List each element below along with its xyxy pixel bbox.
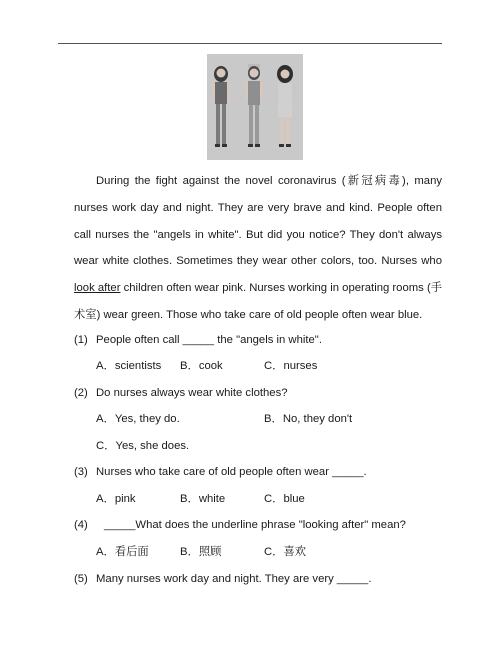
q2-option-b[interactable]: B．No, they don't <box>264 413 353 425</box>
q3-option-a[interactable]: A．pink <box>96 493 136 505</box>
question-text: Nurses who take care of old people often wear _____. <box>96 466 367 478</box>
question-3 <box>74 465 367 479</box>
q1-option-a[interactable]: A．scientists <box>96 360 162 372</box>
q2-option-c[interactable]: C．Yes, she does. <box>96 440 190 452</box>
question-2 <box>74 386 288 400</box>
question-number: (2) <box>74 387 88 399</box>
question-number: (1) <box>74 334 88 346</box>
question-text: _____What does the underline phrase "looking after" mean? <box>104 519 406 531</box>
nurses-illustration <box>207 54 303 160</box>
q1-option-c[interactable]: C．nurses <box>264 360 318 372</box>
nurse-figure-middle <box>245 64 263 147</box>
nurse-figure-left <box>212 66 230 147</box>
q3-option-c[interactable]: C．blue <box>264 493 305 505</box>
question-1 <box>74 333 322 347</box>
question-text: Do nurses always wear white clothes? <box>96 387 288 399</box>
question-4 <box>74 518 406 532</box>
underlined-phrase: look after <box>74 282 121 295</box>
q4-option-a[interactable]: A．看后面 <box>96 546 149 558</box>
q3-option-b[interactable]: B．white <box>180 493 226 505</box>
question-text: Many nurses work day and night. They are very _____. <box>96 573 372 585</box>
top-divider <box>58 43 442 44</box>
q4-option-b[interactable]: B．照顾 <box>180 546 222 558</box>
nurse-figure-right <box>275 65 295 147</box>
question-5 <box>74 572 371 586</box>
question-text: People often call _____ the "angels in white". <box>96 334 322 346</box>
q4-option-c[interactable]: C．喜欢 <box>264 546 307 558</box>
reading-passage <box>74 168 442 329</box>
question-number: (3) <box>74 466 88 478</box>
question-number: (4) <box>74 519 88 531</box>
q1-option-b[interactable]: B．cook <box>180 360 223 372</box>
passage-text-start: During the fight against the novel coronavirus (新冠病毒), many nurses work day and night. They are very brave and kind. People often call nurses the "angels in white". But did you notice? They don't always wear white clothes. Sometimes they wear other colors, too. Nurses who <box>74 175 442 268</box>
q2-option-a[interactable]: A．Yes, they do. <box>96 413 180 425</box>
question-number: (5) <box>74 573 88 585</box>
passage-text-end: children often wear pink. Nurses working in operating rooms (手术室) wear green. Those who take care of old people often wear blue. <box>74 282 443 321</box>
